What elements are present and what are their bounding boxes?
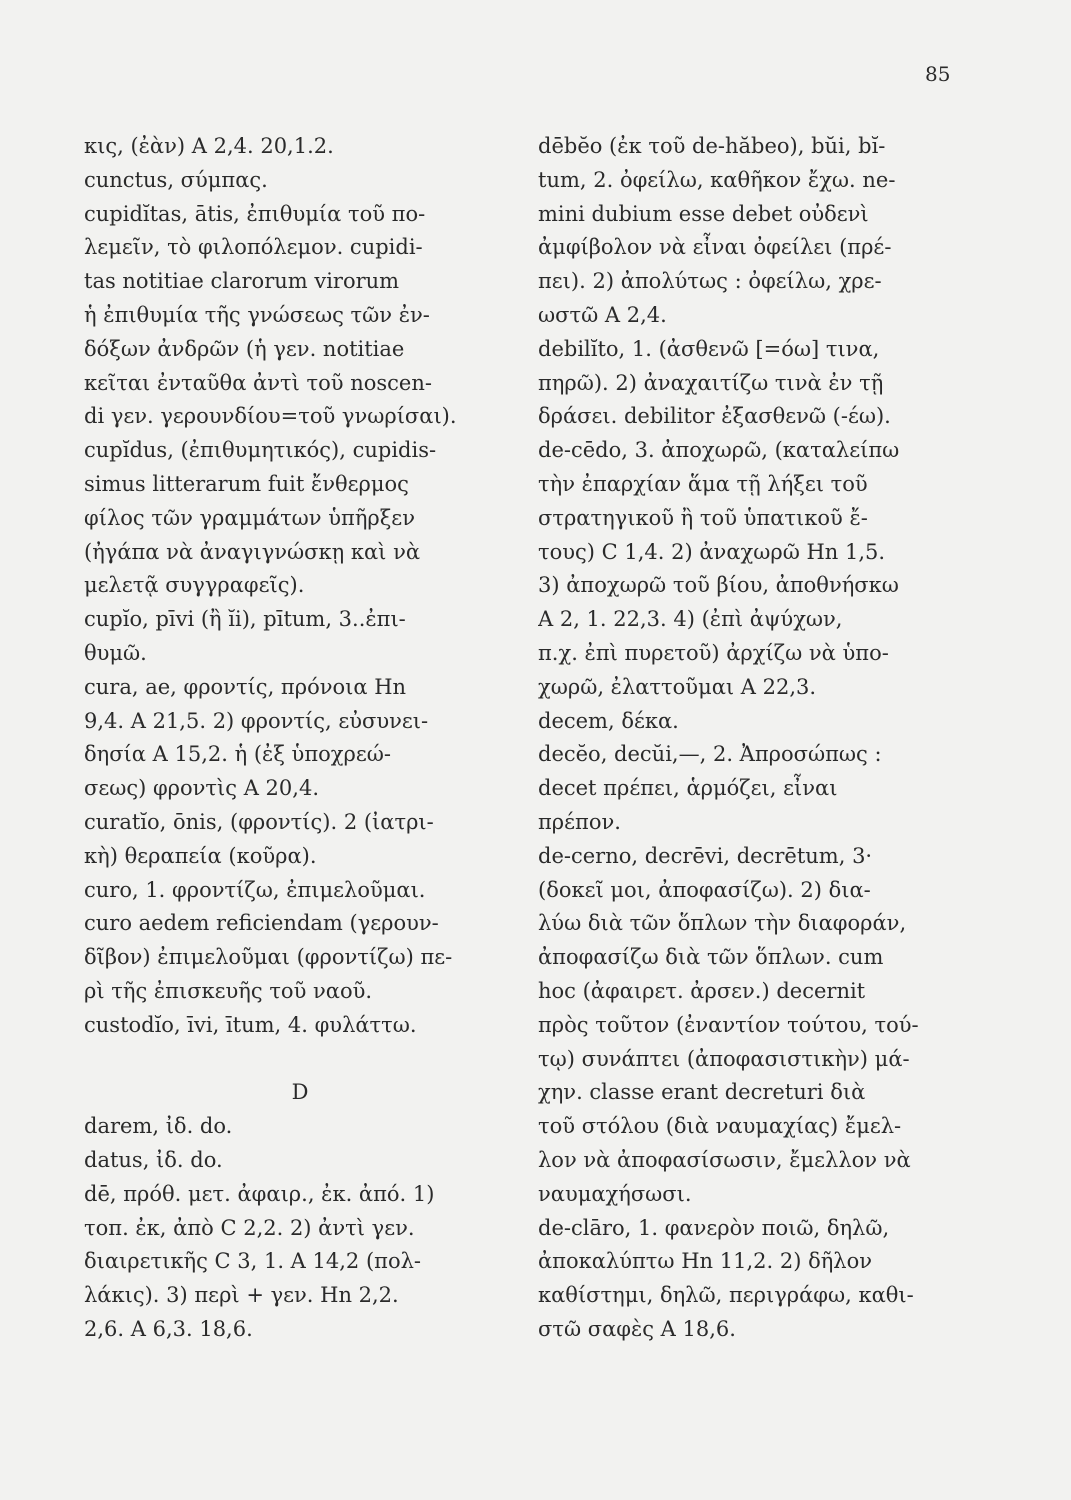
text-line: de-clāro, 1. φανερὸν ποιῶ, δηλῶ, [538, 1215, 890, 1240]
text-line: cupĭo, pīvi (ἢ ĭi), pītum, 3..ἐπι- [84, 607, 406, 632]
text-line: τοπ. ἐκ, ἀπὸ C 2,2. 2) ἀντὶ γεν. [84, 1215, 415, 1240]
text-line: διαιρετικῆς C 3, 1. A 14,2 (πολ- [84, 1249, 421, 1274]
text-line: decet πρέπει, ἁρμόζει, εἶναι [538, 776, 838, 801]
text-line: λον νὰ ἀποφασίσωσιν, ἔμελλον νὰ [538, 1147, 911, 1172]
text-line: λύω διὰ τῶν ὅπλων τὴν διαφοράν, [538, 911, 907, 936]
text-line: debilĭto, 1. (ἀσθενῶ [=όω] τινα, [538, 336, 880, 361]
text-line: tas notitiae clarorum virorum [84, 269, 400, 294]
text-line: ἡ ἐπιθυμία τῆς γνώσεως τῶν ἐν- [84, 302, 430, 327]
text-line: μελετᾷ συγγραφεῖς). [84, 573, 305, 598]
text-line: δόξων ἀνδρῶν (ἡ γεν. notitiae [84, 336, 405, 361]
text-line: curo aedem reficiendam (γερουν- [84, 911, 439, 936]
text-line [84, 1043, 516, 1077]
text-line: ρὶ τῆς ἐπισκευῆς τοῦ ναοῦ. [84, 978, 373, 1003]
text-line: de-cēdo, 3. ἀποχωρῶ, (καταλείπω [538, 438, 900, 463]
text-line: 9,4. A 21,5. 2) φροντίς, εὐσυνει- [84, 708, 429, 733]
text-line: cupĭdus, (ἐπιθυμητικός), cupidis- [84, 438, 437, 463]
text-line: di γεν. γερουνδίου=τοῦ γνωρίσαι). [84, 404, 457, 429]
text-line: δράσει. debilitor ἐξασθενῶ (-έω). [538, 404, 891, 429]
text-line: θυμῶ. [84, 640, 147, 665]
text-line: ναυμαχήσωσι. [538, 1181, 692, 1206]
text-line: ἀποφασίζω διὰ τῶν ὅπλων. cum [538, 945, 884, 970]
text-line: ἀμφίβολον νὰ εἶναι ὀφείλει (πρέ- [538, 235, 892, 260]
text-line: σεως) φροντὶς A 20,4. [84, 776, 319, 801]
text-line: ἀποκαλύπτω Hn 11,2. 2) δῆλον [538, 1249, 873, 1274]
text-line: decem, δέκα. [538, 708, 679, 733]
text-line: darem, ἰδ. do. [84, 1114, 233, 1139]
text-line: π.χ. ἐπὶ πυρετοῦ) ἀρχίζω νὰ ὑπο- [538, 640, 889, 665]
text-line: κὴ) θεραπεία (κοῦρα). [84, 843, 317, 868]
text-line: 3) ἀποχωρῶ τοῦ βίου, ἀποθνήσκω [538, 573, 899, 598]
text-line: τους) C 1,4. 2) ἀναχωρῶ Hn 1,5. [538, 539, 886, 564]
text-line: A 2, 1. 22,3. 4) (ἐπὶ ἀψύχων, [538, 607, 843, 632]
text-line: (ἠγάπα νὰ ἀναγιγνώσκῃ καὶ νὰ [84, 539, 421, 564]
text-line: πει). 2) ἀπολύτως : ὀφείλω, χρε- [538, 269, 882, 294]
text-line: τοῦ στόλου (διὰ ναυμαχίας) ἔμελ- [538, 1114, 902, 1139]
text-line: πρέπον. [538, 809, 621, 834]
text-line: decĕo, decŭi,—, 2. Ἀπροσώπως : [538, 742, 882, 767]
right-column [538, 130, 970, 1347]
text-line: πηρῶ). 2) ἀναχαιτίζω τινὰ ἐν τῇ [538, 370, 884, 395]
text-line: τὴν ἐπαρχίαν ἅμα τῇ λήξει τοῦ [538, 471, 868, 496]
text-line: χην. classe erant decreturi διὰ [538, 1080, 866, 1105]
text-line: tum, 2. ὀφείλω, καθῆκον ἔχω. ne- [538, 167, 896, 192]
left-column [84, 130, 516, 1347]
text-line: λεμεῖν, τὸ φιλοπόλεμον. cupidi- [84, 235, 423, 260]
text-line: de-cerno, decrēvi, decrētum, 3· [538, 843, 873, 868]
text-line: ωστῶ A 2,4. [538, 302, 667, 327]
text-line: στρατηγικοῦ ἢ τοῦ ὑπατικοῦ ἔ- [538, 505, 868, 530]
text-line: simus litterarum fuit ἔνθερμος [84, 471, 409, 496]
text-line: cura, ae, φροντίς, πρόνοια Hn [84, 674, 407, 699]
text-line: πρὸς τοῦτον (ἐναντίον τούτου, τού- [538, 1012, 919, 1037]
text-line: δησία A 15,2. ἡ (ἐξ ὑποχρεώ- [84, 742, 391, 767]
text-line: curatĭo, ōnis, (φροντίς). 2 (ἰατρι- [84, 809, 434, 834]
text-line: curo, 1. φροντίζω, ἐπιμελοῦμαι. [84, 877, 426, 902]
text-line: τῳ) συνάπτει (ἀποφασιστικὴν) μά- [538, 1046, 910, 1071]
text-line: κεῖται ἐνταῦθα ἀντὶ τοῦ noscen- [84, 370, 432, 395]
text-line: 2,6. A 6,3. 18,6. [84, 1316, 253, 1341]
text-line: dēbĕo (ἐκ τοῦ de-hăbeo), bŭi, bĭ- [538, 134, 886, 158]
text-line: (δοκεῖ μοι, ἀποφασίζω). 2) δια- [538, 877, 871, 902]
text-line: datus, ἰδ. do. [84, 1147, 223, 1172]
page-number: 85 [925, 62, 951, 86]
text-line: φίλος τῶν γραμμάτων ὑπῆρξεν [84, 505, 415, 530]
text-line: καθίστημι, δηλῶ, περιγράφω, καθι- [538, 1283, 914, 1308]
text-line: στῶ σαφὲς A 18,6. [538, 1316, 736, 1341]
text-line: κις, (ἐὰν) A 2,4. 20,1.2. [84, 134, 334, 158]
text-line: custodĭo, īvi, ītum, 4. φυλάττω. [84, 1012, 417, 1037]
text-line: cupidĭtas, ātis, ἐπιθυμία τοῦ πο- [84, 201, 426, 226]
section-letter-heading: D [291, 1080, 309, 1105]
text-line: hoc (ἀφαιρετ. ἀρσεν.) decernit [538, 978, 866, 1003]
text-line: δῖβον) ἐπιμελοῦμαι (φροντίζω) πε- [84, 945, 453, 970]
text-line: cunctus, σύμπας. [84, 167, 268, 192]
text-line: dē, πρόθ. μετ. ἀφαιρ., ἐκ. ἀπό. 1) [84, 1181, 435, 1206]
text-line: λάκις). 3) περὶ + γεν. Hn 2,2. [84, 1283, 399, 1308]
text-line: mini dubium esse debet οὐδενὶ [538, 201, 869, 226]
text-line: χωρῶ, ἐλαττοῦμαι A 22,3. [538, 674, 817, 699]
